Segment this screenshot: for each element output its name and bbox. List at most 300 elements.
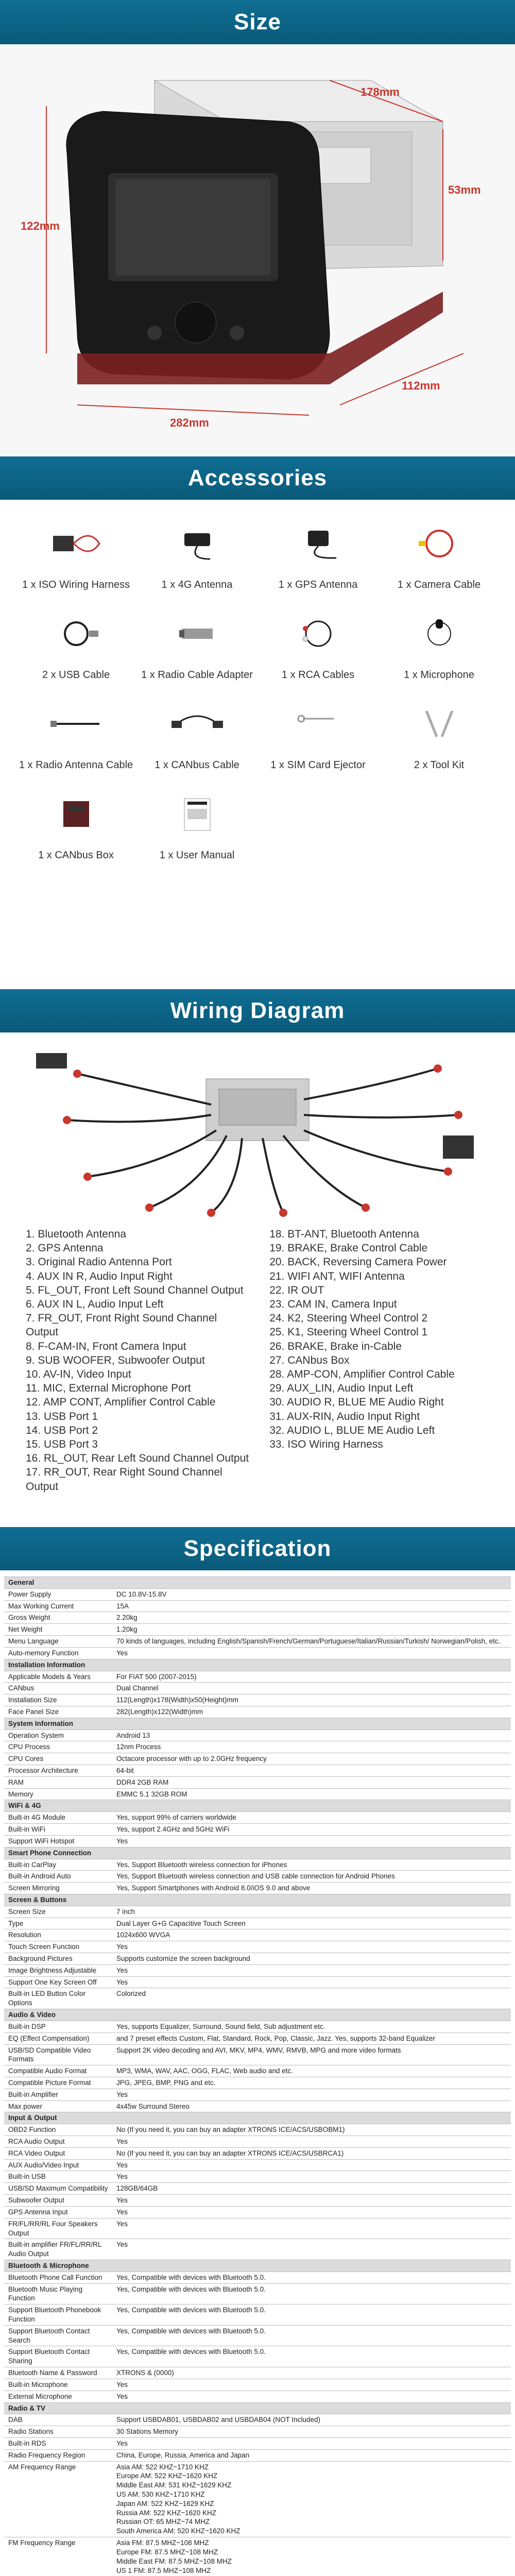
spec-key: Face Panel Size xyxy=(4,1706,112,1718)
spec-row xyxy=(4,1671,511,1683)
accessory-item xyxy=(136,781,258,861)
section-header-spec xyxy=(0,1527,515,1570)
spec-key: Support Bluetooth Contact Search xyxy=(4,2325,112,2346)
wiring-legend-item: 23. CAM IN, Camera Input xyxy=(269,1298,397,1311)
wiring-legend-item: 14. USB Port 2 xyxy=(26,1424,98,1436)
spec-section-row xyxy=(4,1800,511,1812)
spec-row xyxy=(4,1624,511,1636)
spec-value: Colorized xyxy=(112,1988,511,2009)
spec-key: CPU Cores xyxy=(4,1753,112,1765)
spec-value: Yes, Compatible with devices with Bluetooth 5.0. xyxy=(112,2325,511,2346)
spec-section-title: System Information xyxy=(4,1718,511,1730)
spec-section-row xyxy=(4,2260,511,2272)
spec-value: Yes xyxy=(112,2391,511,2402)
spec-value: Asia FM: 87.5 MHZ~108 MHZ Europe FM: 87.5 MHZ~108 MHZ Middle East FM: 87.5 MHZ~108 MHZ US 1 FM: 87.5 MHZ~108 MHZ xyxy=(112,2537,511,2576)
wiring-legend-item: 17. RR_OUT, Rear Right Sound Channel Output xyxy=(26,1466,222,1493)
section-title: Specification xyxy=(183,1536,332,1561)
spec-row xyxy=(4,1706,511,1718)
spec-value: China, Europe, Russia, America and Japan xyxy=(112,2449,511,2461)
dimension-height-rear: 53mm xyxy=(448,183,481,196)
spec-row xyxy=(4,1753,511,1765)
spec-value: Yes, Support Smartphones with Android 8.0/iOS 9.0 and above xyxy=(112,1883,511,1894)
spec-row xyxy=(4,1859,511,1871)
spec-row xyxy=(4,1788,511,1800)
spec-row xyxy=(4,1683,511,1694)
spec-value: For FIAT 500 (2007-2015) xyxy=(112,1671,511,1683)
wiring-legend-item: 25. K1, Steering Wheel Control 1 xyxy=(269,1326,428,1338)
wiring-legend-item: 2. GPS Antenna xyxy=(26,1242,104,1255)
spec-key: Radio Stations xyxy=(4,2426,112,2438)
accessory-item xyxy=(258,600,379,681)
accessory-label: 1 x CANbus Cable xyxy=(154,759,239,771)
spec-value: Yes, Compatible with devices with Bluetooth 5.0. xyxy=(112,2283,511,2304)
spec-key: Net Weight xyxy=(4,1624,112,1636)
spec-row xyxy=(4,1941,511,1953)
spec-row xyxy=(4,2124,511,2136)
wiring-legend-item: 8. F-CAM-IN, Front Camera Input xyxy=(26,1340,186,1352)
spec-value: Octacore processor with up to 2.0GHz frequency xyxy=(112,1753,511,1765)
spec-key: Image Brightness Adjustable xyxy=(4,1964,112,1976)
accessory-label: 1 x Radio Antenna Cable xyxy=(19,759,133,771)
spec-row xyxy=(4,2183,511,2195)
spec-row xyxy=(4,1694,511,1706)
spec-key: Screen Size xyxy=(4,1906,112,1918)
spec-value: 70 kinds of languages, including English/Spanish/French/German/Portuguese/Italian/Russian/Turkish/ Norwegian/Polish, etc. xyxy=(112,1636,511,1648)
wiring-legend-item: 12. AMP CONT, Amplifier Control Cable xyxy=(26,1396,216,1409)
section-title: Wiring Diagram xyxy=(170,998,345,1023)
spec-key: RAM xyxy=(4,1776,112,1788)
spec-section-title: Smart Phone Connection xyxy=(4,1847,511,1859)
wiring-legend-item: 11. MIC, External Microphone Port xyxy=(26,1382,191,1395)
spec-row xyxy=(4,1636,511,1648)
spec-section-row xyxy=(4,2112,511,2124)
spec-key: Compatible Audio Format xyxy=(4,2065,112,2077)
spec-key: Built-in WiFi xyxy=(4,1824,112,1836)
spec-key: GPS Antenna Input xyxy=(4,2206,112,2218)
spec-value: Support USBDAB01, USBDAB02 and USBDAB04 (NOT Included) xyxy=(112,2414,511,2426)
spec-key: Processor Architecture xyxy=(4,1765,112,1777)
spec-row xyxy=(4,1883,511,1894)
spec-row xyxy=(4,1588,511,1600)
spec-key: Built-in USB xyxy=(4,2171,112,2183)
wiring-legend-item: 20. BACK, Reversing Camera Power xyxy=(269,1256,447,1268)
section-title: Size xyxy=(233,9,282,35)
spec-key: AM Frequency Range xyxy=(4,2461,112,2537)
spec-key: Support WiFi Hotspot xyxy=(4,1835,112,1847)
spec-key: Built-in RDS xyxy=(4,2437,112,2449)
gps-antenna-icon xyxy=(258,510,379,577)
spec-value: Yes, Compatible with devices with Bluetooth 5.0. xyxy=(112,2304,511,2326)
wiring-legend-item: 16. RL_OUT, Rear Left Sound Channel Output xyxy=(26,1452,249,1465)
spec-row xyxy=(4,2032,511,2044)
spec-value: Yes xyxy=(112,2379,511,2391)
spec-value: MP3, WMA, WAV, AAC, OGG, FLAC, Web audio and etc. xyxy=(112,2065,511,2077)
wiring-legend-item: 30. AUDIO R, BLUE ME Audio Right xyxy=(269,1396,444,1409)
spec-key: FR/FL/RR/RL Four Speakers Output xyxy=(4,2218,112,2239)
spec-key: Support Bluetooth Phonebook Function xyxy=(4,2304,112,2326)
spec-value: 12nm Process xyxy=(112,1741,511,1753)
spec-row xyxy=(4,1929,511,1941)
spec-key: FM Frequency Range xyxy=(4,2537,112,2576)
spec-value: XTRONS & (0000) xyxy=(112,2367,511,2379)
section-header-accessories xyxy=(0,456,515,500)
spec-value: Yes xyxy=(112,1941,511,1953)
spec-value: 7 inch xyxy=(112,1906,511,1918)
spec-value: Yes xyxy=(112,2195,511,2207)
wiring-legend-item: 4. AUX IN R, Audio Input Right xyxy=(26,1270,173,1282)
spec-row xyxy=(4,2461,511,2537)
spec-row xyxy=(4,1824,511,1836)
spec-section-row xyxy=(4,1659,511,1671)
spec-value: 30 Stations Memory xyxy=(112,2426,511,2438)
spec-value: Yes xyxy=(112,2437,511,2449)
spec-key: AUX Audio/Video Input xyxy=(4,2159,112,2171)
wiring-legend-item: 24. K2, Steering Wheel Control 2 xyxy=(269,1312,428,1325)
spec-value: No (If you need it, you can buy an adapter XTRONS ICE/ACS/USBOBM1) xyxy=(112,2124,511,2136)
wiring-legend xyxy=(15,1223,500,1494)
wiring-legend-item: 26. BRAKE, Brake in-Cable xyxy=(269,1340,402,1352)
spec-row xyxy=(4,2272,511,2283)
accessory-label: 1 x Microphone xyxy=(404,669,474,681)
spec-section-title: Input & Output xyxy=(4,2112,511,2124)
spec-key: Support Bluetooth Contact Sharing xyxy=(4,2346,112,2367)
spec-value: Asia AM: 522 KHZ~1710 KHZ Europe AM: 522 KHZ~1620 KHZ Middle East AM: 531 KHZ~1629 KHZ US AM: 530 KHZ~1710 KHZ Japan AM: 522 KHZ~1629 KHZ Russia AM: 522 KHZ~1620 KHZ Russian OT: 65 MHZ~74 MHZ South America AM: 520 KHZ~1620 KHZ xyxy=(112,2461,511,2537)
dimension-face-width: 282mm xyxy=(170,416,209,429)
spec-key: Max Working Current xyxy=(4,1600,112,1612)
wiring-diagram-image xyxy=(15,1043,500,1223)
spec-row xyxy=(4,1765,511,1777)
spec-value: Yes, support 99% of carriers worldwide xyxy=(112,1812,511,1824)
spec-row xyxy=(4,1612,511,1624)
spec-value: Support 2K video decoding and AVI, MKV, MP4, WMV, RMVB, MPG and more video formats xyxy=(112,2044,511,2065)
spec-section-row xyxy=(4,2402,511,2414)
spec-value: DC 10.8V-15.8V xyxy=(112,1588,511,1600)
spec-row xyxy=(4,2147,511,2159)
wiring-legend-item: 27. CANbus Box xyxy=(269,1354,350,1366)
spec-row xyxy=(4,1988,511,2009)
size-section xyxy=(0,44,515,456)
spec-row xyxy=(4,2379,511,2391)
rca-cable-icon xyxy=(258,600,379,667)
spec-row xyxy=(4,1906,511,1918)
spec-section xyxy=(0,1570,515,2576)
radio-antenna-cable-icon xyxy=(15,690,136,757)
spec-value: Supports customize the screen background xyxy=(112,1953,511,1965)
accessory-label: 1 x Camera Cable xyxy=(397,579,481,590)
antenna-4g-icon xyxy=(136,510,258,577)
spec-key: Resolution xyxy=(4,1929,112,1941)
spec-row xyxy=(4,2537,511,2576)
spec-row xyxy=(4,1835,511,1847)
spec-key: EQ (Effect Compensation) xyxy=(4,2032,112,2044)
spec-row xyxy=(4,1776,511,1788)
spec-value: and 7 preset effects Custom, Flat, Standard, Rock, Pop, Classic, Jazz. Yes, supports 32-band Equalizer xyxy=(112,2032,511,2044)
spec-key: Max power xyxy=(4,2100,112,2112)
spec-row xyxy=(4,2195,511,2207)
tool-kit-icon xyxy=(379,690,500,757)
dimension-height-front: 122mm xyxy=(21,219,60,232)
spec-row xyxy=(4,1647,511,1659)
spec-value: JPG, JPEG, BMP, PNG and etc. xyxy=(112,2077,511,2089)
spec-section-title: Installation Information xyxy=(4,1659,511,1671)
spec-row xyxy=(4,2304,511,2326)
canbus-cable-icon xyxy=(136,690,258,757)
spec-section-row xyxy=(4,1577,511,1589)
spec-value: No (If you need it, you can buy an adapter XTRONS ICE/ACS/USBRCA1) xyxy=(112,2147,511,2159)
spec-value: Yes xyxy=(112,1835,511,1847)
spec-row xyxy=(4,1741,511,1753)
accessory-item xyxy=(15,600,136,681)
accessory-label: 1 x CANbus Box xyxy=(38,850,114,861)
spec-key: Bluetooth Name & Password xyxy=(4,2367,112,2379)
spec-key: External Microphone xyxy=(4,2391,112,2402)
spec-row xyxy=(4,1964,511,1976)
spec-value: 4x45w Surround Stereo xyxy=(112,2100,511,2112)
spec-key: CANbus xyxy=(4,1683,112,1694)
accessory-label: 1 x ISO Wiring Harness xyxy=(22,579,130,590)
wiring-legend-item: 28. AMP-CON, Amplifier Control Cable xyxy=(269,1368,455,1381)
spec-key: Built-in LED Button Color Options xyxy=(4,1988,112,2009)
canbus-box-icon xyxy=(15,781,136,848)
spec-row xyxy=(4,2044,511,2065)
spec-section-row xyxy=(4,1718,511,1730)
wiring-legend-item: 22. IR OUT xyxy=(269,1284,324,1296)
spec-key: Built-in CarPlay xyxy=(4,1859,112,1871)
spec-key: Built-in Microphone xyxy=(4,2379,112,2391)
spec-row xyxy=(4,1812,511,1824)
spec-value: 2.20kg xyxy=(112,1612,511,1624)
accessory-item xyxy=(15,690,136,771)
spec-row xyxy=(4,1976,511,1988)
wiring-legend-item: 33. ISO Wiring Harness xyxy=(269,1438,383,1451)
wiring-legend-item: 7. FR_OUT, Front Right Sound Channel Output xyxy=(26,1312,217,1338)
spec-key: RCA Video Output xyxy=(4,2147,112,2159)
spec-value: Yes xyxy=(112,1976,511,1988)
spec-key: Compatible Picture Format xyxy=(4,2077,112,2089)
spec-value: 15A xyxy=(112,1600,511,1612)
spec-value: Yes xyxy=(112,2136,511,2148)
spec-value: 1.20kg xyxy=(112,1624,511,1636)
spec-section-title: WiFi & 4G xyxy=(4,1800,511,1812)
wiring-legend-item: 21. WIFI ANT, WIFI Antenna xyxy=(269,1270,405,1282)
spec-value: Yes xyxy=(112,2206,511,2218)
spec-key: Background Pictures xyxy=(4,1953,112,1965)
wiring-legend-item: 15. USB Port 3 xyxy=(26,1438,98,1451)
spec-section-title: Radio & TV xyxy=(4,2402,511,2414)
spec-row xyxy=(4,1953,511,1965)
spec-row xyxy=(4,2171,511,2183)
accessory-item xyxy=(258,690,379,771)
spec-key: Subwoofer Output xyxy=(4,2195,112,2207)
spec-row xyxy=(4,2449,511,2461)
head-unit-illustration xyxy=(0,44,515,456)
spec-key: Built-in amplifier FR/FL/RR/RL Audio Output xyxy=(4,2239,112,2260)
spec-row xyxy=(4,2206,511,2218)
spec-row xyxy=(4,2065,511,2077)
accessory-item xyxy=(379,510,500,591)
spec-section-title: Audio & Video xyxy=(4,2009,511,2021)
spec-row xyxy=(4,2136,511,2148)
wiring-legend-item: 5. FL_OUT, Front Left Sound Channel Output xyxy=(26,1284,244,1296)
section-header-wiring xyxy=(0,989,515,1032)
wiring-legend-item: 9. SUB WOOFER, Subwoofer Output xyxy=(26,1354,205,1366)
spec-key: RCA Audio Output xyxy=(4,2136,112,2148)
spec-row xyxy=(4,2283,511,2304)
spec-value: Yes xyxy=(112,1964,511,1976)
accessory-item xyxy=(379,600,500,681)
accessory-item xyxy=(379,690,500,771)
spec-key: Built-in Amplifier xyxy=(4,2089,112,2100)
spec-value: Yes, Support Bluetooth wireless connection and USB cable connection for Android Phones xyxy=(112,1871,511,1883)
camera-cable-icon xyxy=(379,510,500,577)
microphone-icon xyxy=(379,600,500,667)
spec-section-row xyxy=(4,1894,511,1906)
spec-value: Yes xyxy=(112,2218,511,2239)
spec-row xyxy=(4,1600,511,1612)
spec-key: Power Supply xyxy=(4,1588,112,1600)
accessories-grid xyxy=(15,510,500,861)
spec-row xyxy=(4,1871,511,1883)
section-title: Accessories xyxy=(187,465,328,490)
spec-value: DDR4 2GB RAM xyxy=(112,1776,511,1788)
wiring-legend-left xyxy=(26,1227,251,1494)
spec-value: Yes xyxy=(112,1647,511,1659)
usb-cable-icon xyxy=(15,600,136,667)
spec-row xyxy=(4,2089,511,2100)
spec-section-title: Bluetooth & Microphone xyxy=(4,2260,511,2272)
spec-value: 64-bit xyxy=(112,1765,511,1777)
wiring-legend-item: 29. AUX_LIN, Audio Input Left xyxy=(269,1382,414,1395)
spec-key: Operation System xyxy=(4,1730,112,1741)
dimension-width: 178mm xyxy=(360,86,400,98)
spec-value: Yes xyxy=(112,2239,511,2260)
wiring-legend-item: 13. USB Port 1 xyxy=(26,1410,98,1422)
spec-key: Memory xyxy=(4,1788,112,1800)
accessory-label: 1 x 4G Antenna xyxy=(161,579,233,590)
spec-row xyxy=(4,2077,511,2089)
spec-row xyxy=(4,2437,511,2449)
accessory-label: 2 x USB Cable xyxy=(42,669,110,681)
spec-value: Dual Channel xyxy=(112,1683,511,1694)
accessory-label: 1 x GPS Antenna xyxy=(278,579,358,590)
spec-key: Radio Frequency Region xyxy=(4,2449,112,2461)
spec-key: OBD2 Function xyxy=(4,2124,112,2136)
accessory-label: 1 x User Manual xyxy=(159,850,235,861)
user-manual-icon xyxy=(136,781,258,848)
wiring-harness-icon xyxy=(15,510,136,577)
spec-key: USB/SD Compatible Video Formats xyxy=(4,2044,112,2065)
wiring-legend-item: 3. Original Radio Antenna Port xyxy=(26,1256,172,1268)
spec-row xyxy=(4,2218,511,2239)
section-header-size xyxy=(0,0,515,44)
spec-row xyxy=(4,2021,511,2032)
spec-row xyxy=(4,2391,511,2402)
spec-row xyxy=(4,2346,511,2367)
spec-value: Yes xyxy=(112,2159,511,2171)
spec-key: USB/SD Maximum Compatibility xyxy=(4,2183,112,2195)
spec-key: Menu Language xyxy=(4,1636,112,1648)
spec-section-title: General xyxy=(4,1577,511,1589)
spec-value: Yes, support 2.4GHz and 5GHz WiFi xyxy=(112,1824,511,1836)
spec-value: Android 13 xyxy=(112,1730,511,1741)
spec-key: CPU Process xyxy=(4,1741,112,1753)
spec-value: Yes, Compatible with devices with Bluetooth 5.0. xyxy=(112,2346,511,2367)
spec-value: 112(Length)x178(Width)x50(Height)mm xyxy=(112,1694,511,1706)
wiring-legend-item: 31. AUX-RIN, Audio Input Right xyxy=(269,1410,420,1422)
spec-row xyxy=(4,2239,511,2260)
accessory-item xyxy=(258,510,379,591)
spec-value: 282(Length)x122(Width)mm xyxy=(112,1706,511,1718)
spec-value: Yes, Support Bluetooth wireless connection for iPhones xyxy=(112,1859,511,1871)
wiring-section xyxy=(0,1032,515,1527)
accessory-item xyxy=(15,781,136,861)
spec-row xyxy=(4,2367,511,2379)
spec-key: Auto-memory Function xyxy=(4,1647,112,1659)
accessory-item xyxy=(136,600,258,681)
sim-ejector-icon xyxy=(258,690,379,757)
spec-key: Type xyxy=(4,1918,112,1929)
wiring-legend-item: 10. AV-IN, Video Input xyxy=(26,1368,131,1381)
spec-value: Yes xyxy=(112,2089,511,2100)
wiring-legend-item: 6. AUX IN L, Audio Input Left xyxy=(26,1298,164,1311)
wiring-legend-right xyxy=(269,1227,494,1494)
spec-row xyxy=(4,2414,511,2426)
spec-value: 1024x600 WVGA xyxy=(112,1929,511,1941)
spec-value: EMMC 5.1 32GB ROM xyxy=(112,1788,511,1800)
spec-key: Bluetooth Phone Call Function xyxy=(4,2272,112,2283)
accessory-item xyxy=(136,690,258,771)
spec-row xyxy=(4,2325,511,2346)
wiring-legend-item: 19. BRAKE, Brake Control Cable xyxy=(269,1242,428,1255)
spec-section-title: Screen & Buttons xyxy=(4,1894,511,1906)
wiring-legend-item: 1. Bluetooth Antenna xyxy=(26,1228,126,1240)
accessory-label: 1 x RCA Cables xyxy=(281,669,355,681)
spec-key: DAB xyxy=(4,2414,112,2426)
spec-row xyxy=(4,2159,511,2171)
spec-key: Support One Key Screen Off xyxy=(4,1976,112,1988)
spec-value: Yes xyxy=(112,2171,511,2183)
accessory-item xyxy=(136,510,258,591)
spec-key: Built-in 4G Module xyxy=(4,1812,112,1824)
spec-key: Installation Size xyxy=(4,1694,112,1706)
accessory-item xyxy=(15,510,136,591)
spec-key: Bluetooth Music Playing Function xyxy=(4,2283,112,2304)
spec-row xyxy=(4,1730,511,1741)
spec-row xyxy=(4,2100,511,2112)
spec-table xyxy=(4,1577,511,2576)
spec-row xyxy=(4,2426,511,2438)
spec-key: Applicable Models & Years xyxy=(4,1671,112,1683)
dimension-depth: 112mm xyxy=(402,379,440,392)
accessories-section xyxy=(0,500,515,989)
wiring-legend-item: 32. AUDIO L, BLUE ME Audio Left xyxy=(269,1424,435,1436)
wiring-legend-item: 18. BT-ANT, Bluetooth Antenna xyxy=(269,1228,419,1240)
spec-value: 128GB/64GB xyxy=(112,2183,511,2195)
spec-value: Dual Layer G+G Capacitive Touch Screen xyxy=(112,1918,511,1929)
spec-section-row xyxy=(4,2009,511,2021)
spec-key: Built-in DSP xyxy=(4,2021,112,2032)
spec-key: Screen Mirroring xyxy=(4,1883,112,1894)
spec-section-row xyxy=(4,1847,511,1859)
spec-key: Touch Screen Function xyxy=(4,1941,112,1953)
spec-value: Yes, supports Equalizer, Surround, Sound field, Sub adjustment etc. xyxy=(112,2021,511,2032)
spec-key: Gross Weight xyxy=(4,1612,112,1624)
spec-value: Yes, Compatible with devices with Bluetooth 5.0. xyxy=(112,2272,511,2283)
accessory-label: 1 x Radio Cable Adapter xyxy=(141,669,253,681)
accessory-label: 1 x SIM Card Ejector xyxy=(270,759,366,771)
spec-key: Built-in Android Auto xyxy=(4,1871,112,1883)
accessory-label: 2 x Tool Kit xyxy=(414,759,465,771)
